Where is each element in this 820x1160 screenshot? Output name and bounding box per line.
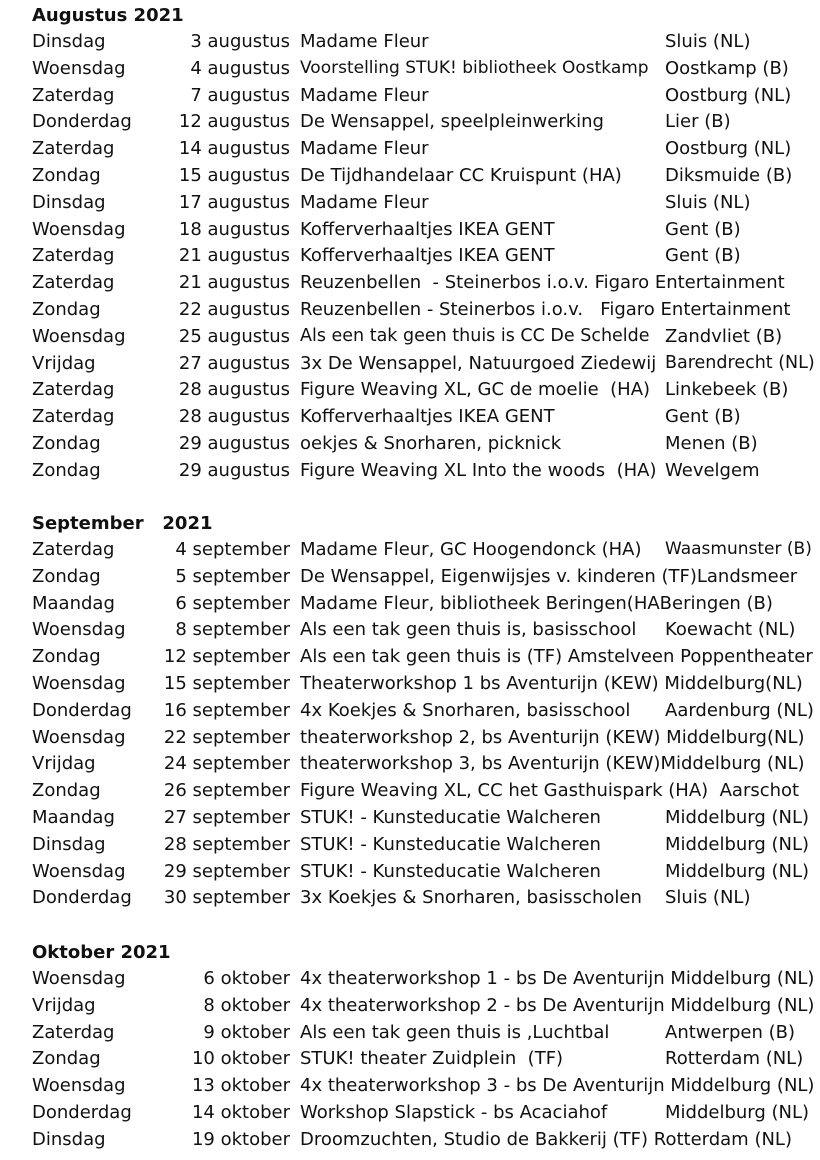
row-location: Middelburg (NL) [665, 833, 810, 855]
row-location: Middelburg (NL) [665, 860, 810, 882]
row-location: Oostkamp (B) [665, 57, 789, 79]
row-event: 4x theaterworkshop 3 - bs De Aventurijn Middelburg (NL) [300, 1075, 815, 1097]
row-date: 27 september [163, 807, 290, 828]
row-day: Donderdag [32, 111, 132, 133]
row-location: Koewacht (NL) [665, 619, 796, 641]
row-event: Figure Weaving XL, CC het Gasthuispark (HA) Aarschot [300, 780, 800, 802]
agenda-row [0, 965, 820, 992]
agenda-row [0, 216, 820, 243]
row-event: STUK! - Kunsteducatie Walcheren [300, 807, 601, 828]
row-day: Maandag [32, 807, 115, 828]
row-day: Woensdag [32, 1075, 126, 1097]
agenda-row [0, 269, 820, 296]
agenda-row [0, 457, 820, 484]
section-heading: Augustus 2021 [32, 5, 184, 26]
row-date: 21 augustus [178, 272, 290, 294]
row-date: 5 september [175, 565, 290, 587]
row-event: 4x Koekjes & Snorharen, basisschool [300, 699, 631, 721]
agenda-row [0, 189, 820, 216]
row-day: Zondag [32, 780, 101, 802]
row-day: Zondag [32, 565, 101, 587]
row-event: Madame Fleur [300, 84, 429, 106]
row-event: Madame Fleur, GC Hoogendonck (HA) [300, 539, 642, 560]
row-event: 3x Koekjes & Snorharen, basisscholen [300, 887, 642, 909]
row-day: Donderdag [32, 887, 132, 909]
agenda-row [0, 563, 820, 590]
row-day: Zaterdag [32, 1021, 115, 1043]
row-day: Woensdag [32, 325, 126, 347]
row-event: Als een tak geen thuis is (TF) Amstelveen Poppentheater [300, 646, 813, 668]
row-date: 15 september [163, 673, 290, 694]
row-date: 28 augustus [178, 379, 290, 401]
row-day: Woensdag [32, 218, 126, 240]
agenda-row [0, 724, 820, 751]
agenda-row [0, 1099, 820, 1126]
agenda-row [0, 55, 820, 82]
row-location: Sluis (NL) [665, 887, 751, 909]
row-location: Sluis (NL) [665, 191, 751, 213]
row-date: 16 september [163, 699, 290, 721]
row-location: Lier (B) [665, 111, 731, 133]
row-day: Dinsdag [32, 833, 106, 855]
agenda-row [0, 750, 820, 777]
row-location: Aardenburg (NL) [665, 699, 814, 721]
row-day: Zondag [32, 459, 101, 481]
row-event: Als een tak geen thuis is ,Luchtbal [300, 1021, 610, 1043]
row-event: Als een tak geen thuis is, basisschool [300, 619, 637, 641]
row-day: Zaterdag [32, 272, 115, 294]
row-date: 4 september [175, 539, 290, 560]
row-event: 4x theaterworkshop 2 - bs De Aventurijn Middelburg (NL) [300, 994, 815, 1016]
row-location: Gent (B) [665, 218, 741, 240]
row-day: Donderdag [32, 699, 132, 721]
agenda-row [0, 430, 820, 457]
section-heading: September 2021 [32, 513, 213, 534]
row-event: STUK! - Kunsteducatie Walcheren [300, 833, 601, 855]
row-location: Menen (B) [665, 433, 758, 454]
row-date: 18 augustus [178, 218, 290, 240]
row-event: Madame Fleur, bibliotheek Beringen(HABeringen (B) [300, 592, 773, 614]
row-day: Dinsdag [32, 1128, 106, 1150]
row-location: Oostburg (NL) [665, 84, 792, 106]
row-date: 19 oktober [191, 1128, 290, 1150]
row-date: 21 augustus [178, 245, 290, 267]
row-day: Zaterdag [32, 379, 115, 401]
row-location: Middelburg (NL) [665, 1102, 810, 1123]
agenda-row [0, 1126, 820, 1153]
row-event: oekjes & Snorharen, picknick [300, 433, 562, 454]
agenda-row [0, 403, 820, 430]
row-day: Donderdag [32, 1102, 132, 1123]
row-location: Antwerpen (B) [665, 1021, 795, 1043]
row-date: 14 oktober [191, 1102, 290, 1123]
row-event: Madame Fleur [300, 191, 429, 213]
agenda-row [0, 1045, 820, 1072]
agenda-row [0, 590, 820, 617]
row-date: 10 oktober [191, 1048, 290, 1070]
row-location: Diksmuide (B) [665, 165, 793, 186]
row-event: Madame Fleur [300, 31, 429, 52]
row-day: Zaterdag [32, 84, 115, 106]
agenda-row [0, 242, 820, 269]
row-event: Workshop Slapstick - bs Acaciahof [300, 1102, 608, 1123]
row-date: 17 augustus [178, 191, 290, 213]
row-location: Waasmunster (B) [665, 539, 812, 559]
row-location: Sluis (NL) [665, 31, 751, 52]
row-event: Reuzenbellen - Steinerbos i.o.v. Figaro Entertainment [300, 299, 791, 320]
row-date: 26 september [163, 780, 290, 802]
row-date: 15 augustus [178, 165, 290, 186]
row-day: Maandag [32, 592, 115, 614]
row-event: Figure Weaving XL, GC de moelie (HA) [300, 379, 651, 401]
agenda-row [0, 697, 820, 724]
row-day: Woensdag [32, 57, 126, 79]
row-event: De Tijdhandelaar CC Kruispunt (HA) [300, 165, 622, 186]
row-date: 6 september [175, 592, 290, 614]
row-day: Vrijdag [32, 753, 96, 775]
row-date: 8 oktober [203, 994, 290, 1016]
row-event: Kofferverhaaltjes IKEA GENT [300, 218, 555, 240]
row-date: 3 augustus [190, 31, 290, 52]
row-location: Wevelgem [665, 459, 760, 481]
agenda-row [0, 992, 820, 1019]
row-day: Zaterdag [32, 539, 115, 560]
agenda-row [0, 296, 820, 323]
row-event: STUK! - Kunsteducatie Walcheren [300, 860, 601, 882]
row-date: 14 augustus [178, 138, 290, 160]
row-day: Woensdag [32, 619, 126, 641]
row-location: Gent (B) [665, 406, 741, 428]
row-event: 4x theaterworkshop 1 - bs De Aventurijn Middelburg (NL) [300, 968, 815, 989]
row-day: Zondag [32, 165, 101, 186]
row-event: Voorstelling STUK! bibliotheek Oostkamp [300, 57, 649, 78]
row-date: 12 september [163, 646, 290, 668]
row-day: Zondag [32, 1048, 101, 1070]
row-day: Woensdag [32, 726, 126, 748]
row-event: Kofferverhaaltjes IKEA GENT [300, 406, 555, 428]
row-date: 8 september [175, 619, 290, 641]
row-event: Als een tak geen thuis is CC De Schelde [300, 325, 650, 346]
row-event: Theaterworkshop 1 bs Aventurijn (KEW) Middelburg(NL) [300, 673, 803, 694]
row-day: Zaterdag [32, 406, 115, 428]
row-date: 4 augustus [190, 57, 290, 79]
row-date: 29 september [163, 860, 290, 882]
agenda-row [0, 804, 820, 831]
agenda-row [0, 28, 820, 55]
agenda-row [0, 884, 820, 911]
row-day: Woensdag [32, 968, 126, 989]
row-event: Figure Weaving XL Into the woods (HA) [300, 459, 657, 481]
row-day: Zondag [32, 299, 101, 320]
row-event: Droomzuchten, Studio de Bakkerij (TF) Rotterdam (NL) [300, 1128, 792, 1150]
row-day: Zaterdag [32, 245, 115, 267]
agenda-row [0, 536, 820, 563]
row-event: theaterworkshop 2, bs Aventurijn (KEW) Middelburg(NL) [300, 726, 805, 748]
row-date: 30 september [163, 887, 290, 909]
agenda-row [0, 777, 820, 804]
row-event: Madame Fleur [300, 138, 429, 160]
row-date: 6 oktober [203, 968, 290, 989]
row-date: 27 augustus [178, 352, 290, 374]
row-date: 29 augustus [178, 459, 290, 481]
row-date: 24 september [163, 753, 290, 775]
row-event: De Wensappel, speelpleinwerking [300, 111, 604, 133]
row-day: Woensdag [32, 860, 126, 882]
row-date: 25 augustus [178, 325, 290, 347]
row-event: Reuzenbellen - Steinerbos i.o.v. Figaro Entertainment [300, 272, 785, 294]
row-location: Middelburg (NL) [665, 807, 810, 828]
row-date: 29 augustus [178, 433, 290, 454]
row-date: 13 oktober [191, 1075, 290, 1097]
agenda-row [0, 670, 820, 697]
row-event: Kofferverhaaltjes IKEA GENT [300, 245, 555, 267]
row-date: 28 september [163, 833, 290, 855]
row-day: Woensdag [32, 673, 126, 694]
row-day: Vrijdag [32, 994, 96, 1016]
agenda-row [0, 616, 820, 643]
row-location: Rotterdam (NL) [665, 1048, 804, 1070]
agenda-row [0, 1072, 820, 1099]
row-day: Zondag [32, 433, 101, 454]
row-event: De Wensappel, Eigenwijsjes v. kinderen (TF)Landsmeer [300, 565, 798, 587]
row-day: Dinsdag [32, 191, 106, 213]
agenda-row [0, 350, 820, 377]
row-location: Linkebeek (B) [665, 379, 789, 401]
row-day: Zaterdag [32, 138, 115, 160]
agenda-row [0, 376, 820, 403]
row-location: Zandvliet (B) [665, 325, 783, 347]
row-date: 22 augustus [178, 299, 290, 320]
row-date: 9 oktober [203, 1021, 290, 1043]
row-day: Vrijdag [32, 352, 96, 374]
agenda-row [0, 108, 820, 135]
row-date: 22 september [163, 726, 290, 748]
row-event: STUK! theater Zuidplein (TF) [300, 1048, 564, 1070]
agenda-row [0, 135, 820, 162]
row-location: Gent (B) [665, 245, 741, 267]
row-date: 12 augustus [178, 111, 290, 133]
agenda-row [0, 858, 820, 885]
agenda-row [0, 82, 820, 109]
row-day: Zondag [32, 646, 101, 668]
row-location: Barendrecht (NL) [665, 352, 815, 373]
agenda-row [0, 162, 820, 189]
section-heading: Oktober 2021 [32, 942, 171, 963]
row-day: Dinsdag [32, 31, 106, 52]
row-date: 7 augustus [190, 84, 290, 106]
agenda-row [0, 1019, 820, 1046]
row-event: 3x De Wensappel, Natuurgoed Ziedewij [300, 352, 657, 374]
agenda-row [0, 643, 820, 670]
row-date: 28 augustus [178, 406, 290, 428]
agenda-row [0, 323, 820, 350]
row-location: Oostburg (NL) [665, 138, 792, 160]
agenda-row [0, 831, 820, 858]
row-event: theaterworkshop 3, bs Aventurijn (KEW)Middelburg (NL) [300, 753, 805, 775]
